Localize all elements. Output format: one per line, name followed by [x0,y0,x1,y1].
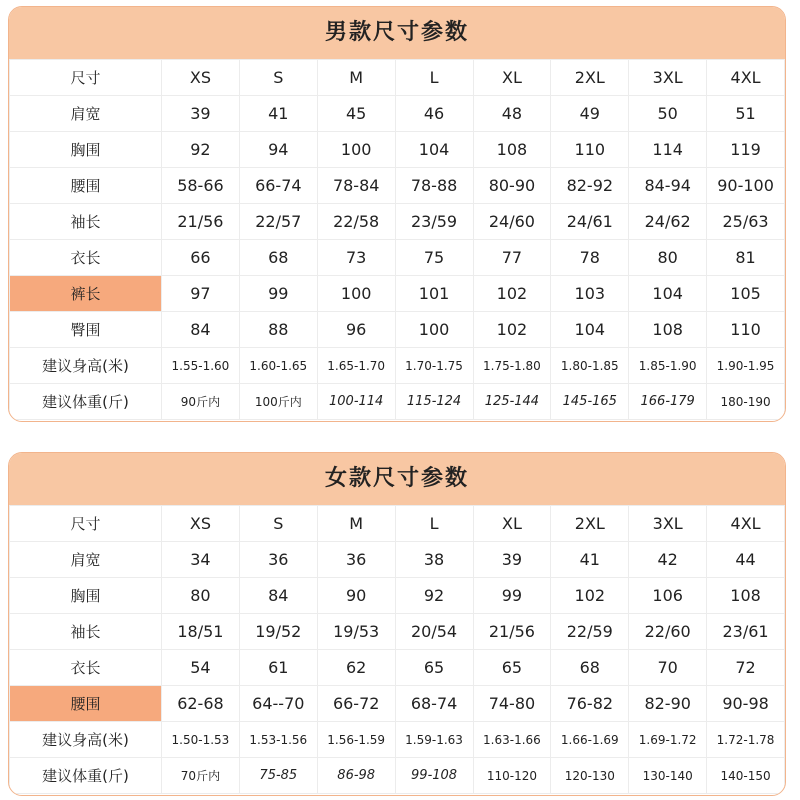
table-cell: 80 [162,578,240,614]
table-cell: 104 [551,312,629,348]
table-cell: 20/54 [395,614,473,650]
table-cell: 49 [551,96,629,132]
table-cell: 62-68 [162,686,240,722]
table-cell: 34 [162,542,240,578]
table-row [10,312,785,348]
table-cell: 23/59 [395,204,473,240]
table-cell: 90-100 [707,168,785,204]
table-cell: 46 [395,96,473,132]
table-cell: 23/61 [707,614,785,650]
table-cell: 61 [239,650,317,686]
header-cell: 2XL [551,506,629,542]
table-cell: 1.56-1.59 [317,722,395,758]
row-label: 建议身高(米) [10,348,162,384]
table-cell: 94 [239,132,317,168]
table-row [10,506,785,542]
table-cell: 36 [239,542,317,578]
table-cell: 1.72-1.78 [707,722,785,758]
table-cell: 36 [317,542,395,578]
table-cell: 90斤内 [162,384,240,420]
table-cell: 1.75-1.80 [473,348,551,384]
table-cell: 1.55-1.60 [162,348,240,384]
table-cell: 1.90-1.95 [707,348,785,384]
women-size-panel [8,452,786,796]
table-row [10,348,785,384]
table-row [10,614,785,650]
men-size-table [9,59,785,420]
table-cell: 110-120 [473,758,551,794]
table-row [10,240,785,276]
table-cell: 48 [473,96,551,132]
table-row [10,60,785,96]
table-cell: 108 [707,578,785,614]
table-cell: 108 [473,132,551,168]
table-cell: 115-124 [395,384,473,420]
table-cell: 82-92 [551,168,629,204]
row-label: 建议体重(斤) [10,758,162,794]
table-cell: 66-72 [317,686,395,722]
table-cell: 100 [317,276,395,312]
men-title: 男款尺寸参数 [9,7,785,59]
table-cell: 22/60 [629,614,707,650]
table-cell: 21/56 [162,204,240,240]
table-cell: 1.65-1.70 [317,348,395,384]
table-cell: 100 [317,132,395,168]
row-label: 建议体重(斤) [10,384,162,420]
header-cell: L [395,60,473,96]
table-cell: 80 [629,240,707,276]
table-cell: 24/62 [629,204,707,240]
header-cell: 4XL [707,506,785,542]
table-cell: 1.85-1.90 [629,348,707,384]
table-row [10,650,785,686]
women-size-table [9,505,785,794]
header-cell: L [395,506,473,542]
header-cell: 尺寸 [10,60,162,96]
men-size-panel [8,6,786,422]
table-cell: 58-66 [162,168,240,204]
table-cell: 130-140 [629,758,707,794]
header-cell: 4XL [707,60,785,96]
table-cell: 44 [707,542,785,578]
table-cell: 180-190 [707,384,785,420]
table-cell: 19/52 [239,614,317,650]
table-cell: 78-88 [395,168,473,204]
table-cell: 88 [239,312,317,348]
table-cell: 166-179 [629,384,707,420]
table-cell: 99-108 [395,758,473,794]
table-row [10,384,785,420]
header-cell: M [317,506,395,542]
table-cell: 19/53 [317,614,395,650]
table-cell: 76-82 [551,686,629,722]
table-cell: 42 [629,542,707,578]
table-cell: 50 [629,96,707,132]
header-cell: 3XL [629,506,707,542]
table-cell: 65 [473,650,551,686]
table-cell: 100 [395,312,473,348]
table-cell: 65 [395,650,473,686]
table-cell: 41 [239,96,317,132]
row-label: 衣长 [10,240,162,276]
table-cell: 45 [317,96,395,132]
row-label: 臀围 [10,312,162,348]
table-cell: 62 [317,650,395,686]
table-cell: 110 [707,312,785,348]
table-cell: 108 [629,312,707,348]
row-label: 腰围 [10,168,162,204]
header-cell: 2XL [551,60,629,96]
row-label: 腰围 [10,686,162,722]
table-cell: 102 [473,312,551,348]
table-cell: 100斤内 [239,384,317,420]
table-cell: 22/59 [551,614,629,650]
row-label: 衣长 [10,650,162,686]
row-label: 肩宽 [10,96,162,132]
header-cell: XL [473,60,551,96]
header-cell: M [317,60,395,96]
table-cell: 106 [629,578,707,614]
table-cell: 140-150 [707,758,785,794]
table-cell: 1.50-1.53 [162,722,240,758]
header-cell: S [239,506,317,542]
table-cell: 51 [707,96,785,132]
row-label: 胸围 [10,578,162,614]
table-cell: 70斤内 [162,758,240,794]
header-cell: 尺寸 [10,506,162,542]
table-cell: 68-74 [395,686,473,722]
row-label: 袖长 [10,204,162,240]
table-cell: 80-90 [473,168,551,204]
table-cell: 22/57 [239,204,317,240]
table-cell: 145-165 [551,384,629,420]
table-cell: 100-114 [317,384,395,420]
women-title: 女款尺寸参数 [9,453,785,505]
table-row [10,686,785,722]
table-cell: 39 [162,96,240,132]
table-cell: 1.60-1.65 [239,348,317,384]
table-cell: 1.80-1.85 [551,348,629,384]
table-cell: 103 [551,276,629,312]
row-label: 袖长 [10,614,162,650]
table-row [10,204,785,240]
table-cell: 97 [162,276,240,312]
table-cell: 102 [551,578,629,614]
table-cell: 75 [395,240,473,276]
table-cell: 84-94 [629,168,707,204]
table-cell: 120-130 [551,758,629,794]
table-cell: 90-98 [707,686,785,722]
table-cell: 101 [395,276,473,312]
row-label: 裤长 [10,276,162,312]
table-cell: 114 [629,132,707,168]
table-cell: 68 [551,650,629,686]
table-cell: 1.63-1.66 [473,722,551,758]
table-cell: 102 [473,276,551,312]
table-cell: 1.69-1.72 [629,722,707,758]
table-cell: 105 [707,276,785,312]
table-cell: 77 [473,240,551,276]
table-row [10,276,785,312]
table-cell: 21/56 [473,614,551,650]
table-cell: 72 [707,650,785,686]
table-cell: 84 [239,578,317,614]
table-cell: 70 [629,650,707,686]
table-cell: 119 [707,132,785,168]
table-cell: 25/63 [707,204,785,240]
table-cell: 92 [395,578,473,614]
table-cell: 1.66-1.69 [551,722,629,758]
header-cell: XS [162,60,240,96]
row-label: 肩宽 [10,542,162,578]
table-cell: 78 [551,240,629,276]
table-cell: 66-74 [239,168,317,204]
table-row [10,722,785,758]
table-cell: 125-144 [473,384,551,420]
table-cell: 92 [162,132,240,168]
table-cell: 66 [162,240,240,276]
table-cell: 38 [395,542,473,578]
table-cell: 41 [551,542,629,578]
table-cell: 84 [162,312,240,348]
table-cell: 99 [239,276,317,312]
header-cell: 3XL [629,60,707,96]
table-cell: 82-90 [629,686,707,722]
table-cell: 1.53-1.56 [239,722,317,758]
header-cell: XL [473,506,551,542]
row-label: 建议身高(米) [10,722,162,758]
table-cell: 1.59-1.63 [395,722,473,758]
table-cell: 24/60 [473,204,551,240]
table-cell: 75-85 [239,758,317,794]
table-row [10,758,785,794]
table-cell: 64--70 [239,686,317,722]
table-cell: 104 [629,276,707,312]
table-cell: 68 [239,240,317,276]
table-row [10,168,785,204]
row-label: 胸围 [10,132,162,168]
table-row [10,132,785,168]
table-cell: 73 [317,240,395,276]
table-cell: 90 [317,578,395,614]
table-cell: 104 [395,132,473,168]
header-cell: S [239,60,317,96]
table-cell: 54 [162,650,240,686]
table-cell: 86-98 [317,758,395,794]
table-cell: 81 [707,240,785,276]
table-row [10,578,785,614]
table-cell: 110 [551,132,629,168]
table-cell: 96 [317,312,395,348]
table-cell: 1.70-1.75 [395,348,473,384]
table-cell: 22/58 [317,204,395,240]
table-cell: 39 [473,542,551,578]
header-cell: XS [162,506,240,542]
table-cell: 99 [473,578,551,614]
table-cell: 18/51 [162,614,240,650]
table-row [10,96,785,132]
table-cell: 24/61 [551,204,629,240]
table-cell: 74-80 [473,686,551,722]
table-row [10,542,785,578]
table-cell: 78-84 [317,168,395,204]
